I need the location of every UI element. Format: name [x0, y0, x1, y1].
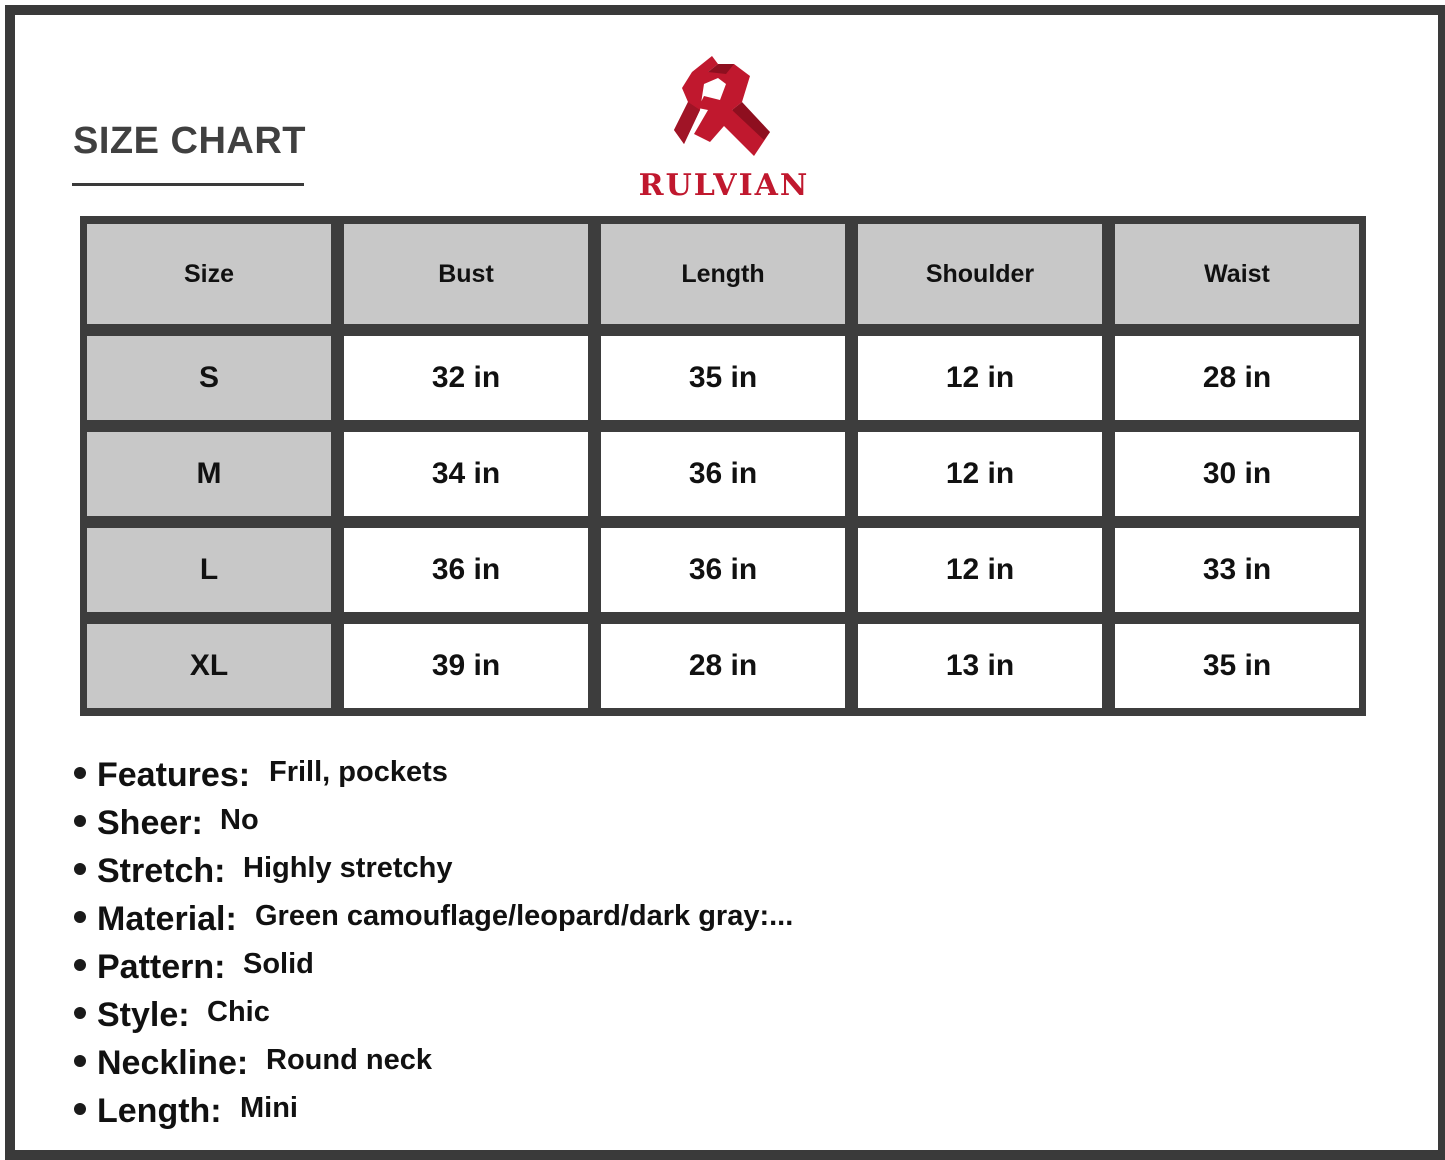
- feature-value: Chic: [207, 996, 270, 1028]
- feature-value: Green camouflage/leopard/dark gray:...: [255, 900, 794, 932]
- table-cell: 32 in: [344, 336, 588, 420]
- stylized-r-logo-icon: [674, 50, 774, 162]
- table-cell-size: S: [87, 336, 331, 420]
- bullet-icon: [74, 815, 86, 827]
- bullet-icon: [74, 863, 86, 875]
- feature-value: No: [220, 804, 259, 836]
- table-cell: 12 in: [858, 432, 1102, 516]
- table-cell: 12 in: [858, 336, 1102, 420]
- table-cell: 13 in: [858, 624, 1102, 708]
- table-cell: 30 in: [1115, 432, 1359, 516]
- bullet-icon: [74, 911, 86, 923]
- bullet-icon: [74, 959, 86, 971]
- table-cell-size: M: [87, 432, 331, 516]
- table-cell: 36 in: [344, 528, 588, 612]
- table-cell: 35 in: [1115, 624, 1359, 708]
- feature-value: Mini: [240, 1092, 298, 1124]
- table-cell: 35 in: [601, 336, 845, 420]
- header-size: Size: [87, 224, 331, 324]
- size-table: [80, 216, 1366, 716]
- page-title: SIZE CHART: [73, 120, 306, 162]
- feature-label: Length:: [97, 1092, 222, 1130]
- table-cell: 28 in: [1115, 336, 1359, 420]
- feature-value: Frill, pockets: [269, 756, 448, 788]
- table-cell: 28 in: [601, 624, 845, 708]
- bullet-icon: [74, 1007, 86, 1019]
- title-underline: [72, 183, 304, 186]
- bullet-icon: [74, 1103, 86, 1115]
- feature-label: Pattern:: [97, 948, 226, 986]
- feature-label: Style:: [97, 996, 190, 1034]
- feature-label: Features:: [97, 756, 251, 794]
- table-cell: 36 in: [601, 432, 845, 516]
- feature-value: Round neck: [266, 1044, 432, 1076]
- feature-label: Sheer:: [97, 804, 203, 842]
- table-cell: 12 in: [858, 528, 1102, 612]
- table-cell: 33 in: [1115, 528, 1359, 612]
- header-bust: Bust: [344, 224, 588, 324]
- feature-label: Neckline:: [97, 1044, 249, 1082]
- brand-name: RULVIAN: [638, 168, 810, 203]
- table-cell: 39 in: [344, 624, 588, 708]
- bullet-icon: [74, 767, 86, 779]
- table-cell-size: XL: [87, 624, 331, 708]
- feature-value: Highly stretchy: [243, 852, 453, 884]
- brand-logo: [628, 50, 820, 203]
- header-shoulder: Shoulder: [858, 224, 1102, 324]
- header-length: Length: [601, 224, 845, 324]
- table-cell-size: L: [87, 528, 331, 612]
- table-cell: 34 in: [344, 432, 588, 516]
- table-cell: 36 in: [601, 528, 845, 612]
- feature-label: Material:: [97, 900, 237, 938]
- feature-label: Stretch:: [97, 852, 226, 890]
- feature-value: Solid: [243, 948, 314, 980]
- header-waist: Waist: [1115, 224, 1359, 324]
- bullet-icon: [74, 1055, 86, 1067]
